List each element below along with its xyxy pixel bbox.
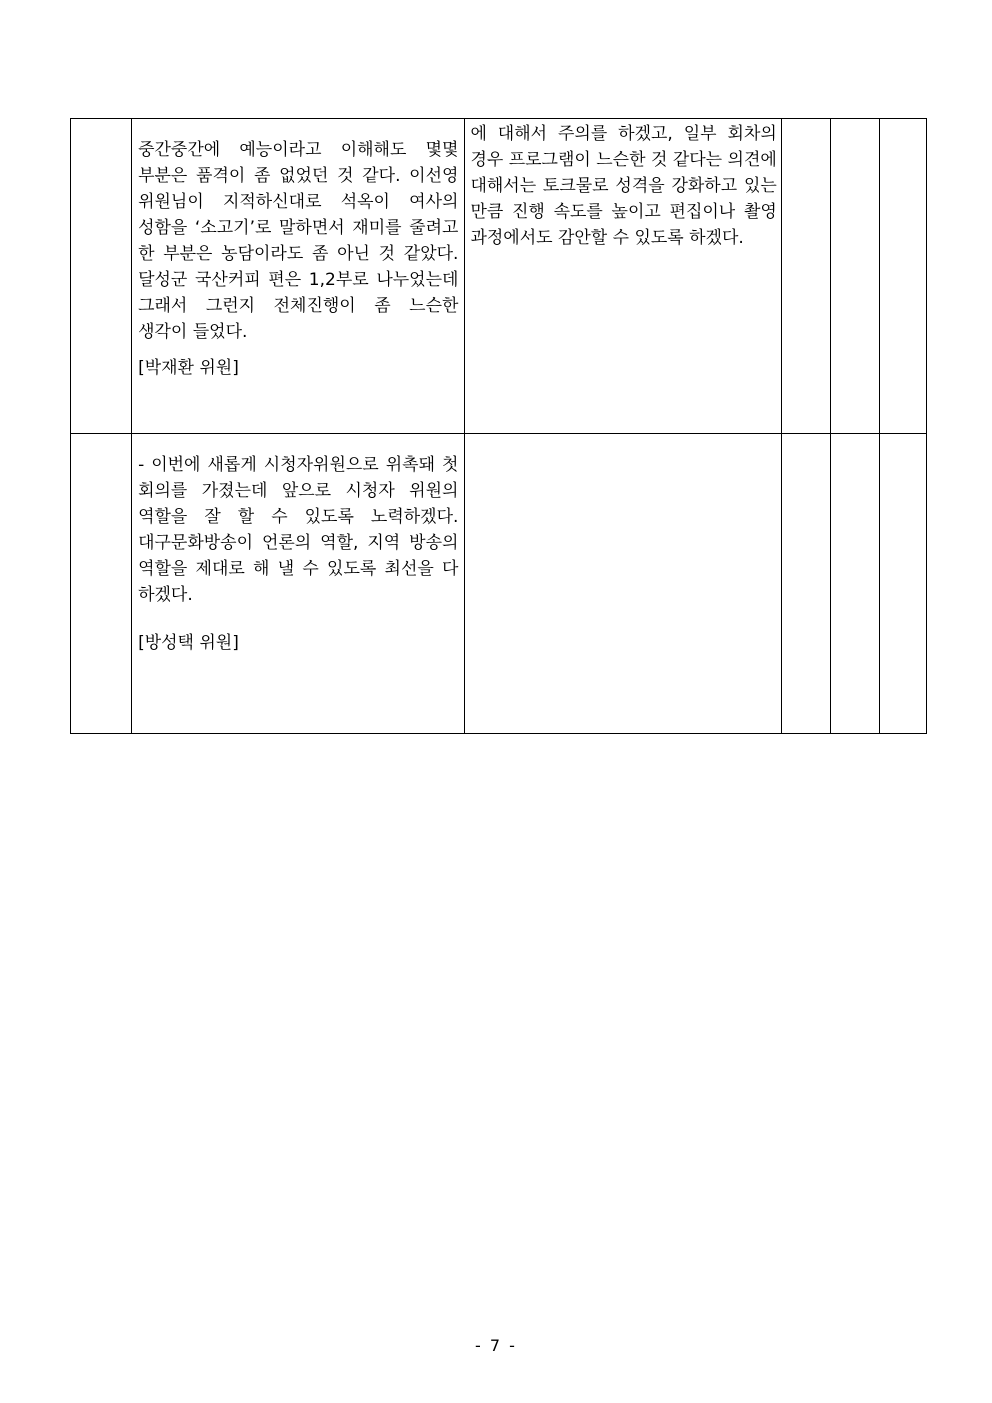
response-cell	[465, 434, 781, 734]
blank-cell	[879, 119, 926, 434]
opinion-text: - 이번에 새롭게 시청자위원으로 위촉돼 첫 회의를 가졌는데 앞으로 시청자 위원의 역할을 잘 할 수 있도록 노력하겠다. 대구문화방송이 언론의 역할, 지역 방송의 역할을 제대로 해 낼 수 있도록 최선을 다 하겠다.	[138, 455, 459, 605]
speaker-label: [박재환 위원]	[138, 358, 239, 378]
opinion-cell	[132, 434, 465, 734]
minutes-table	[70, 118, 927, 734]
table-row	[71, 119, 927, 434]
blank-cell	[830, 434, 879, 734]
table-row	[71, 434, 927, 734]
blank-cell	[781, 119, 830, 434]
response-cell	[465, 119, 781, 434]
blank-cell	[781, 434, 830, 734]
blank-cell	[71, 119, 132, 434]
opinion-cell	[132, 119, 465, 434]
page-number: - 7 -	[475, 1336, 517, 1355]
blank-cell	[879, 434, 926, 734]
response-text: 에 대해서 주의를 하겠고, 일부 회차의 경우 프로그램이 느슨한 것 같다는 의견에 대해서는 토크물로 성격을 강화하고 있는 만큼 진행 속도를 높이고 편집이나 촬영 과정에서도 감안할 수 있도록 하겠다.	[470, 124, 777, 248]
blank-cell	[830, 119, 879, 434]
speaker-label: [방성택 위원]	[138, 633, 239, 653]
opinion-text: 중간중간에 예능이라고 이해해도 몇몇 부분은 품격이 좀 없었던 것 같다. 이선영 위원님이 지적하신대로 석옥이 여사의 성함을 ‘소고기’로 말하면서 재미를 줄려고 한 부분은 농담이라도 좀 아닌 것 같았다. 달성군 국산커피 편은 1,2부로 나누었는데 그래서 그런지 전체진행이 좀 느슨한 생각이 들었다.	[138, 140, 459, 342]
blank-cell	[71, 434, 132, 734]
